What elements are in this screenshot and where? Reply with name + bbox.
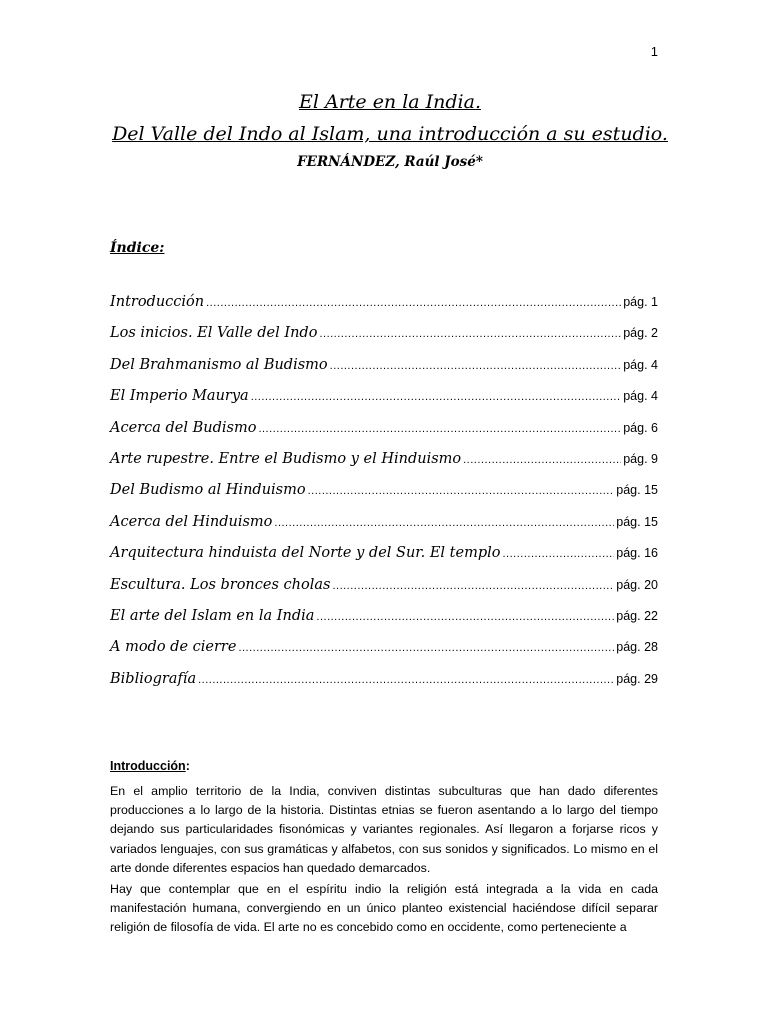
toc-dot-leader bbox=[332, 580, 614, 592]
toc-entry-los-inicios[interactable] bbox=[110, 325, 658, 356]
toc-entry-page: pág. 16 bbox=[616, 546, 658, 561]
toc-entry-page: pág. 29 bbox=[616, 671, 658, 686]
toc-entry-title: Escultura. Los bronces cholas bbox=[110, 576, 331, 593]
introduction-paragraph-1: En el amplio territorio de la India, conviven distintas subculturas que han dado diferentes producciones a lo largo de la historia. Distintas etnias se fueron asentando a lo largo del tiempo dejando sus particularidades fisonómicas y variantes regionales. Así llegaron a forjarse ricos y variados lenguajes, con sus gramáticas y alfabetos, con sus sonidos y significados. Lo mismo en el arte donde diferentes espacios han quedado demarcados. bbox=[110, 784, 658, 875]
toc-entry-page: pág. 22 bbox=[616, 608, 658, 623]
toc-dot-leader bbox=[463, 454, 621, 466]
toc-entry-modo-cierre[interactable] bbox=[110, 639, 658, 670]
introduction-heading-colon: : bbox=[185, 759, 190, 773]
toc-dot-leader bbox=[251, 391, 622, 403]
toc-entry-title: El Imperio Maurya bbox=[110, 388, 249, 405]
toc-entry-escultura[interactable] bbox=[110, 577, 658, 608]
toc-entry-page: pág. 28 bbox=[616, 640, 658, 655]
toc-entry-page: pág. 15 bbox=[616, 514, 658, 529]
toc-entry-page: pág. 4 bbox=[623, 389, 658, 404]
toc-entry-title: Introducción bbox=[110, 294, 205, 310]
toc-entry-arte-rupestre[interactable] bbox=[110, 451, 658, 482]
toc-entry-page: pág. 4 bbox=[623, 357, 658, 372]
toc-dot-leader bbox=[316, 611, 614, 623]
toc-entry-title: Acerca del Hinduismo bbox=[110, 513, 273, 530]
toc-entry-page: pág. 20 bbox=[616, 577, 658, 592]
toc-entry-brahmanismo[interactable] bbox=[110, 357, 658, 388]
index-heading: Índice: bbox=[110, 240, 165, 256]
page-number: 1 bbox=[650, 44, 658, 59]
toc-entry-title: El arte del Islam en la India bbox=[110, 607, 315, 624]
toc-entry-title: A modo de cierre bbox=[110, 639, 237, 656]
toc-entry-page: pág. 6 bbox=[623, 420, 658, 435]
toc-entry-acerca-budismo[interactable] bbox=[110, 420, 658, 451]
toc-dot-leader bbox=[319, 328, 621, 340]
toc-entry-title: Bibliografía bbox=[110, 670, 197, 687]
table-of-contents bbox=[110, 294, 658, 702]
toc-dot-leader bbox=[198, 674, 614, 686]
introduction-heading-text: Introducción bbox=[110, 759, 186, 773]
toc-dot-leader bbox=[308, 485, 615, 497]
toc-entry-page: pág. 2 bbox=[623, 326, 658, 341]
toc-dot-leader bbox=[206, 297, 621, 309]
title-block bbox=[60, 86, 720, 170]
toc-dot-leader bbox=[330, 360, 622, 372]
toc-dot-leader bbox=[258, 423, 621, 435]
toc-entry-title: Acerca del Budismo bbox=[110, 419, 257, 436]
toc-entry-page: pág. 15 bbox=[616, 483, 658, 498]
toc-entry-acerca-hinduismo[interactable] bbox=[110, 514, 658, 545]
toc-entry-title: Arquitectura hinduista del Norte y del Sur. El templo bbox=[110, 545, 501, 562]
toc-entry-page: pág. 1 bbox=[623, 295, 658, 309]
author: FERNÁNDEZ, Raúl José* bbox=[297, 154, 483, 170]
document-title: El Arte en la India. bbox=[298, 91, 482, 113]
toc-dot-leader bbox=[503, 548, 615, 560]
toc-entry-arte-islam[interactable] bbox=[110, 608, 658, 639]
toc-entry-budismo-hinduismo[interactable] bbox=[110, 482, 658, 513]
toc-entry-page: pág. 9 bbox=[623, 451, 658, 466]
toc-entry-title: Los inicios. El Valle del Indo bbox=[110, 325, 318, 342]
toc-entry-title: Del Budismo al Hinduismo bbox=[110, 482, 306, 499]
toc-dot-leader bbox=[238, 642, 614, 654]
toc-entry-title: Arte rupestre. Entre el Budismo y el Hinduismo bbox=[110, 450, 462, 467]
toc-entry-bibliografia[interactable] bbox=[110, 671, 658, 702]
toc-entry-imperio-maurya[interactable] bbox=[110, 388, 658, 419]
toc-entry-introduccion[interactable] bbox=[110, 294, 658, 325]
toc-entry-arquitectura[interactable] bbox=[110, 545, 658, 576]
introduction-heading bbox=[110, 759, 190, 773]
introduction-paragraph-2: Hay que contemplar que en el espíritu indio la religión está integrada a la vida en cada manifestación humana, convergiendo en un único planteo existencial haciéndose difícil separar religión de filosofía de vida. El arte no es concebido como en occidente, como perteneciente a bbox=[110, 882, 658, 935]
document-subtitle: Del Valle del Indo al Islam, una introducción a su estudio. bbox=[112, 123, 668, 145]
toc-dot-leader bbox=[274, 517, 614, 529]
toc-entry-title: Del Brahmanismo al Budismo bbox=[110, 356, 328, 373]
